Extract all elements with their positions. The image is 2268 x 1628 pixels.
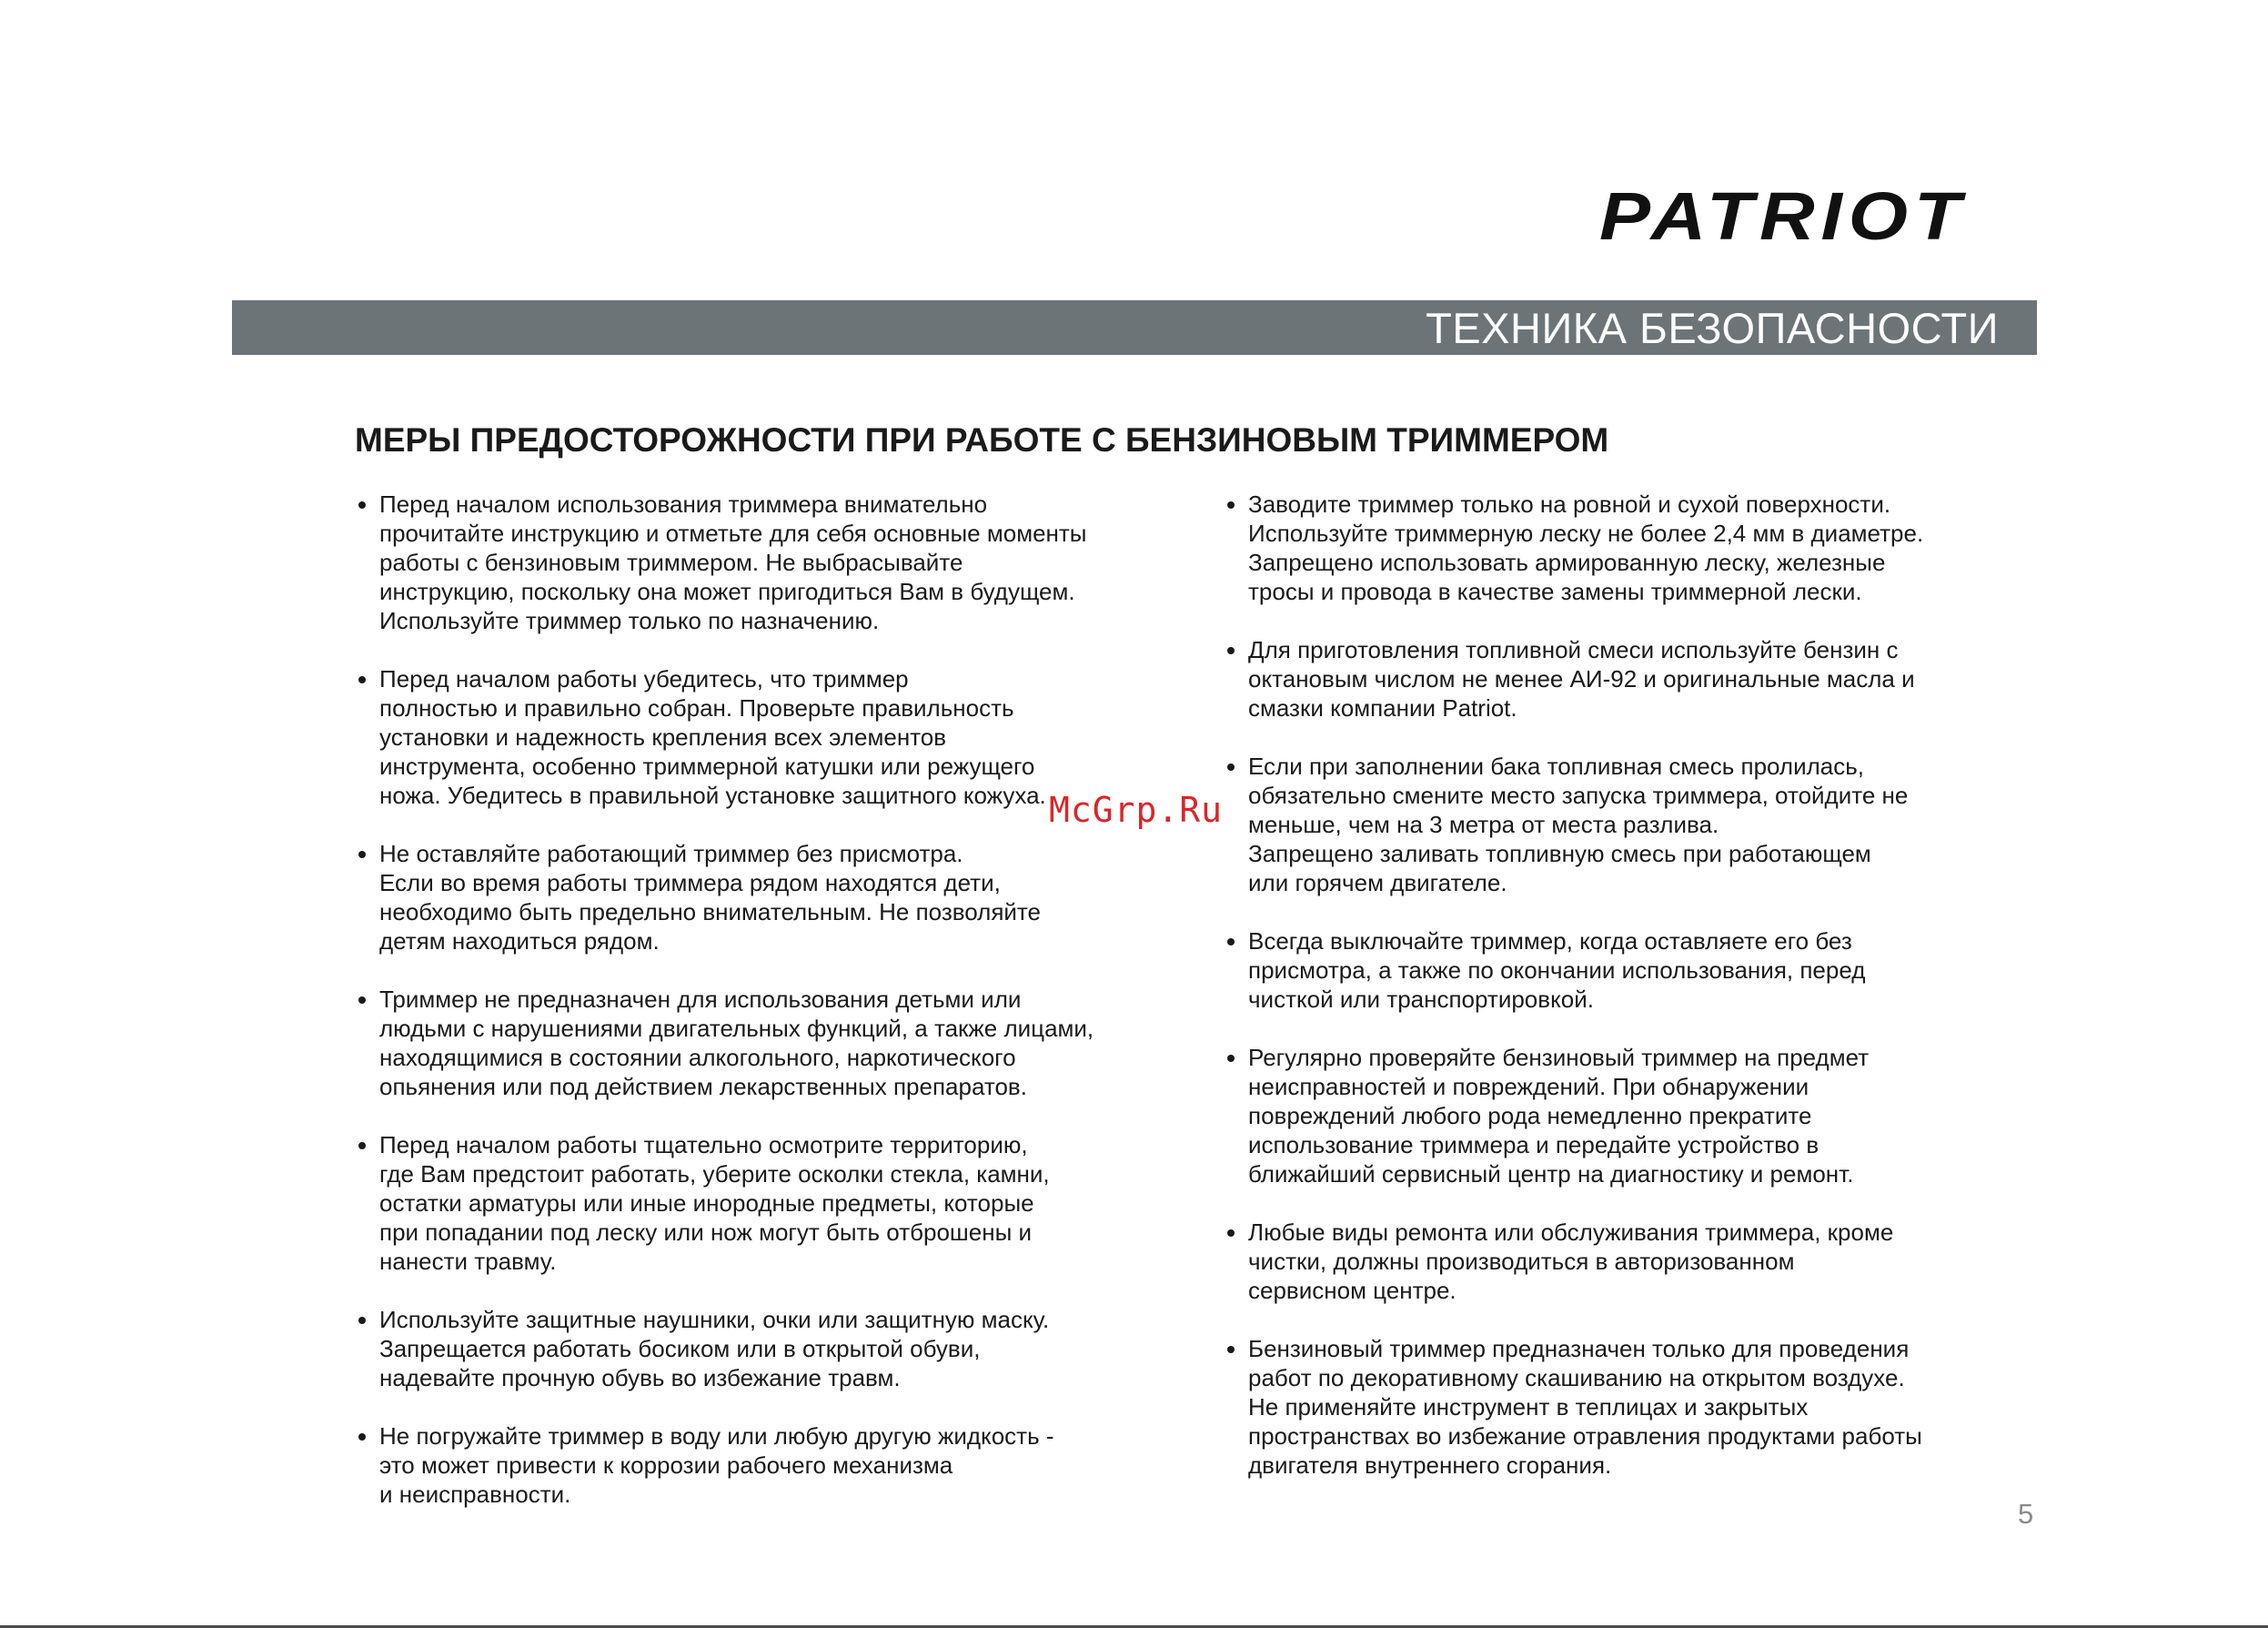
list-item-text: Всегда выключайте триммер, когда оставляете его без присмотра, а также по окончании использования, перед чисткой или транспортировкой. [1248,927,1866,1013]
list-item-text: Перед началом работы убедитесь, что триммер полностью и правильно собран. Проверьте правильность установки и надежность крепления всех элементов инструмента, особенно триммерной катушки или режущего ножа. Убедитесь в правильной установке защитного кожуха. [379,665,1046,809]
list-item-text: Не оставляйте работающий триммер без присмотра. Если во время работы триммера рядом находятся дети, необходимо быть предельно внимательным. Не позволяйте детям находиться рядом. [379,840,1042,955]
list-item [1224,1043,2024,1188]
list-item-text: Используйте защитные наушники, очки или защитную маску. Запрещается работать босиком или в открытой обуви, надевайте прочную обувь во избежание травм. [379,1306,1050,1391]
list-item [1224,752,2024,897]
list-item [1224,490,2024,606]
bullet-icon [358,996,366,1004]
bullet-icon [358,1433,366,1441]
bullet-icon [1227,938,1235,945]
list-item [355,985,1201,1101]
banner-title: ТЕХНИКА БЕЗОПАСНОСТИ [1426,304,1999,352]
bullet-icon [358,1317,366,1324]
bullet-icon [1227,763,1235,771]
bullet-icon [358,501,366,509]
logo-text: PATRIOT [1599,182,1967,246]
list-item-text: Не погружайте триммер в воду или любую другую жидкость - это может привести к коррозии рабочего механизма и неисправности. [379,1422,1054,1508]
list-item-text: Бензиновый триммер предназначен только для проведения работ по декоративному скашиванию на открытом воздухе. Не применяйте инструмент в теплицах и закрытых пространствах во избежание отравления продуктами работы двигателя внутреннего сгорания. [1248,1335,1922,1479]
bullet-icon [358,1142,366,1149]
bullet-icon [1227,501,1235,509]
list-item-text: Для приготовления топливной смеси используйте бензин с октановым числом не менее АИ-92 и оригинальные масла и смазки компании Patriot. [1248,636,1915,722]
section-banner [232,300,2037,355]
list-item-text: Если при заполнении бака топливная смесь пролилась, обязательно смените место запуска триммера, отойдите не меньше, чем на 3 метра от места разлива. Запрещено заливать топливную смесь при работающем или горячем двигателе. [1248,753,1909,896]
patriot-logo [1598,182,1971,246]
list-item [1224,926,2024,1014]
bullet-icon [1227,1346,1235,1353]
bullet-icon [1227,1229,1235,1237]
bullet-icon [1227,1055,1235,1062]
bullet-icon [358,851,366,858]
page-number: 5 [2018,1498,2034,1530]
list-item [355,1130,1201,1276]
bullet-icon [1227,647,1235,654]
right-column-list [1224,490,2024,1509]
list-item-text: Триммер не предназначен для использования детьми или людьми с нарушениями двигательных функций, а также лицами, находящимися в состоянии алкогольного, наркотического опьянения или под действием лекарственных препаратов. [379,986,1094,1100]
list-item [355,490,1201,635]
watermark: McGrp.Ru [1049,790,1224,830]
list-item [355,664,1201,810]
page-heading: МЕРЫ ПРЕДОСТОРОЖНОСТИ ПРИ РАБОТЕ С БЕНЗИНОВЫМ ТРИММЕРОМ [355,421,1609,459]
list-item-text: Перед началом использования триммера внимательно прочитайте инструкцию и отметьте для себя основные моменты работы с бензиновым триммером. Не выбрасывайте инструкцию, поскольку она может пригодиться Вам в будущем. Используйте триммер только по назначению. [379,490,1087,634]
list-item [1224,635,2024,723]
bullet-icon [358,676,366,683]
list-item [1224,1218,2024,1305]
list-item [355,1421,1201,1509]
list-item [355,839,1201,956]
list-item-text: Заводите триммер только на ровной и сухой поверхности. Используйте триммерную леску не более 2,4 мм в диаметре. Запрещено использовать армированную леску, железные тросы и провода в качестве замены триммерной лески. [1248,490,1924,605]
list-item-text: Любые виды ремонта или обслуживания триммера, кроме чистки, должны производиться в авторизованном сервисном центре. [1248,1218,1894,1304]
list-item-text: Перед началом работы тщательно осмотрите территорию, где Вам предстоит работать, уберите осколки стекла, камни, остатки арматуры или иные инородные предметы, которые при попадании под леску или нож могут быть отброшены и нанести травму. [379,1131,1050,1275]
list-item [355,1305,1201,1392]
list-item-text: Регулярно проверяйте бензиновый триммер на предмет неисправностей и повреждений. При обнаружении повреждений любого рода немедленно прекратите использование триммера и передайте устройство в ближайший сервисный центр на диагностику и ремонт. [1248,1044,1870,1188]
left-column-list [355,490,1201,1538]
list-item [1224,1334,2024,1480]
